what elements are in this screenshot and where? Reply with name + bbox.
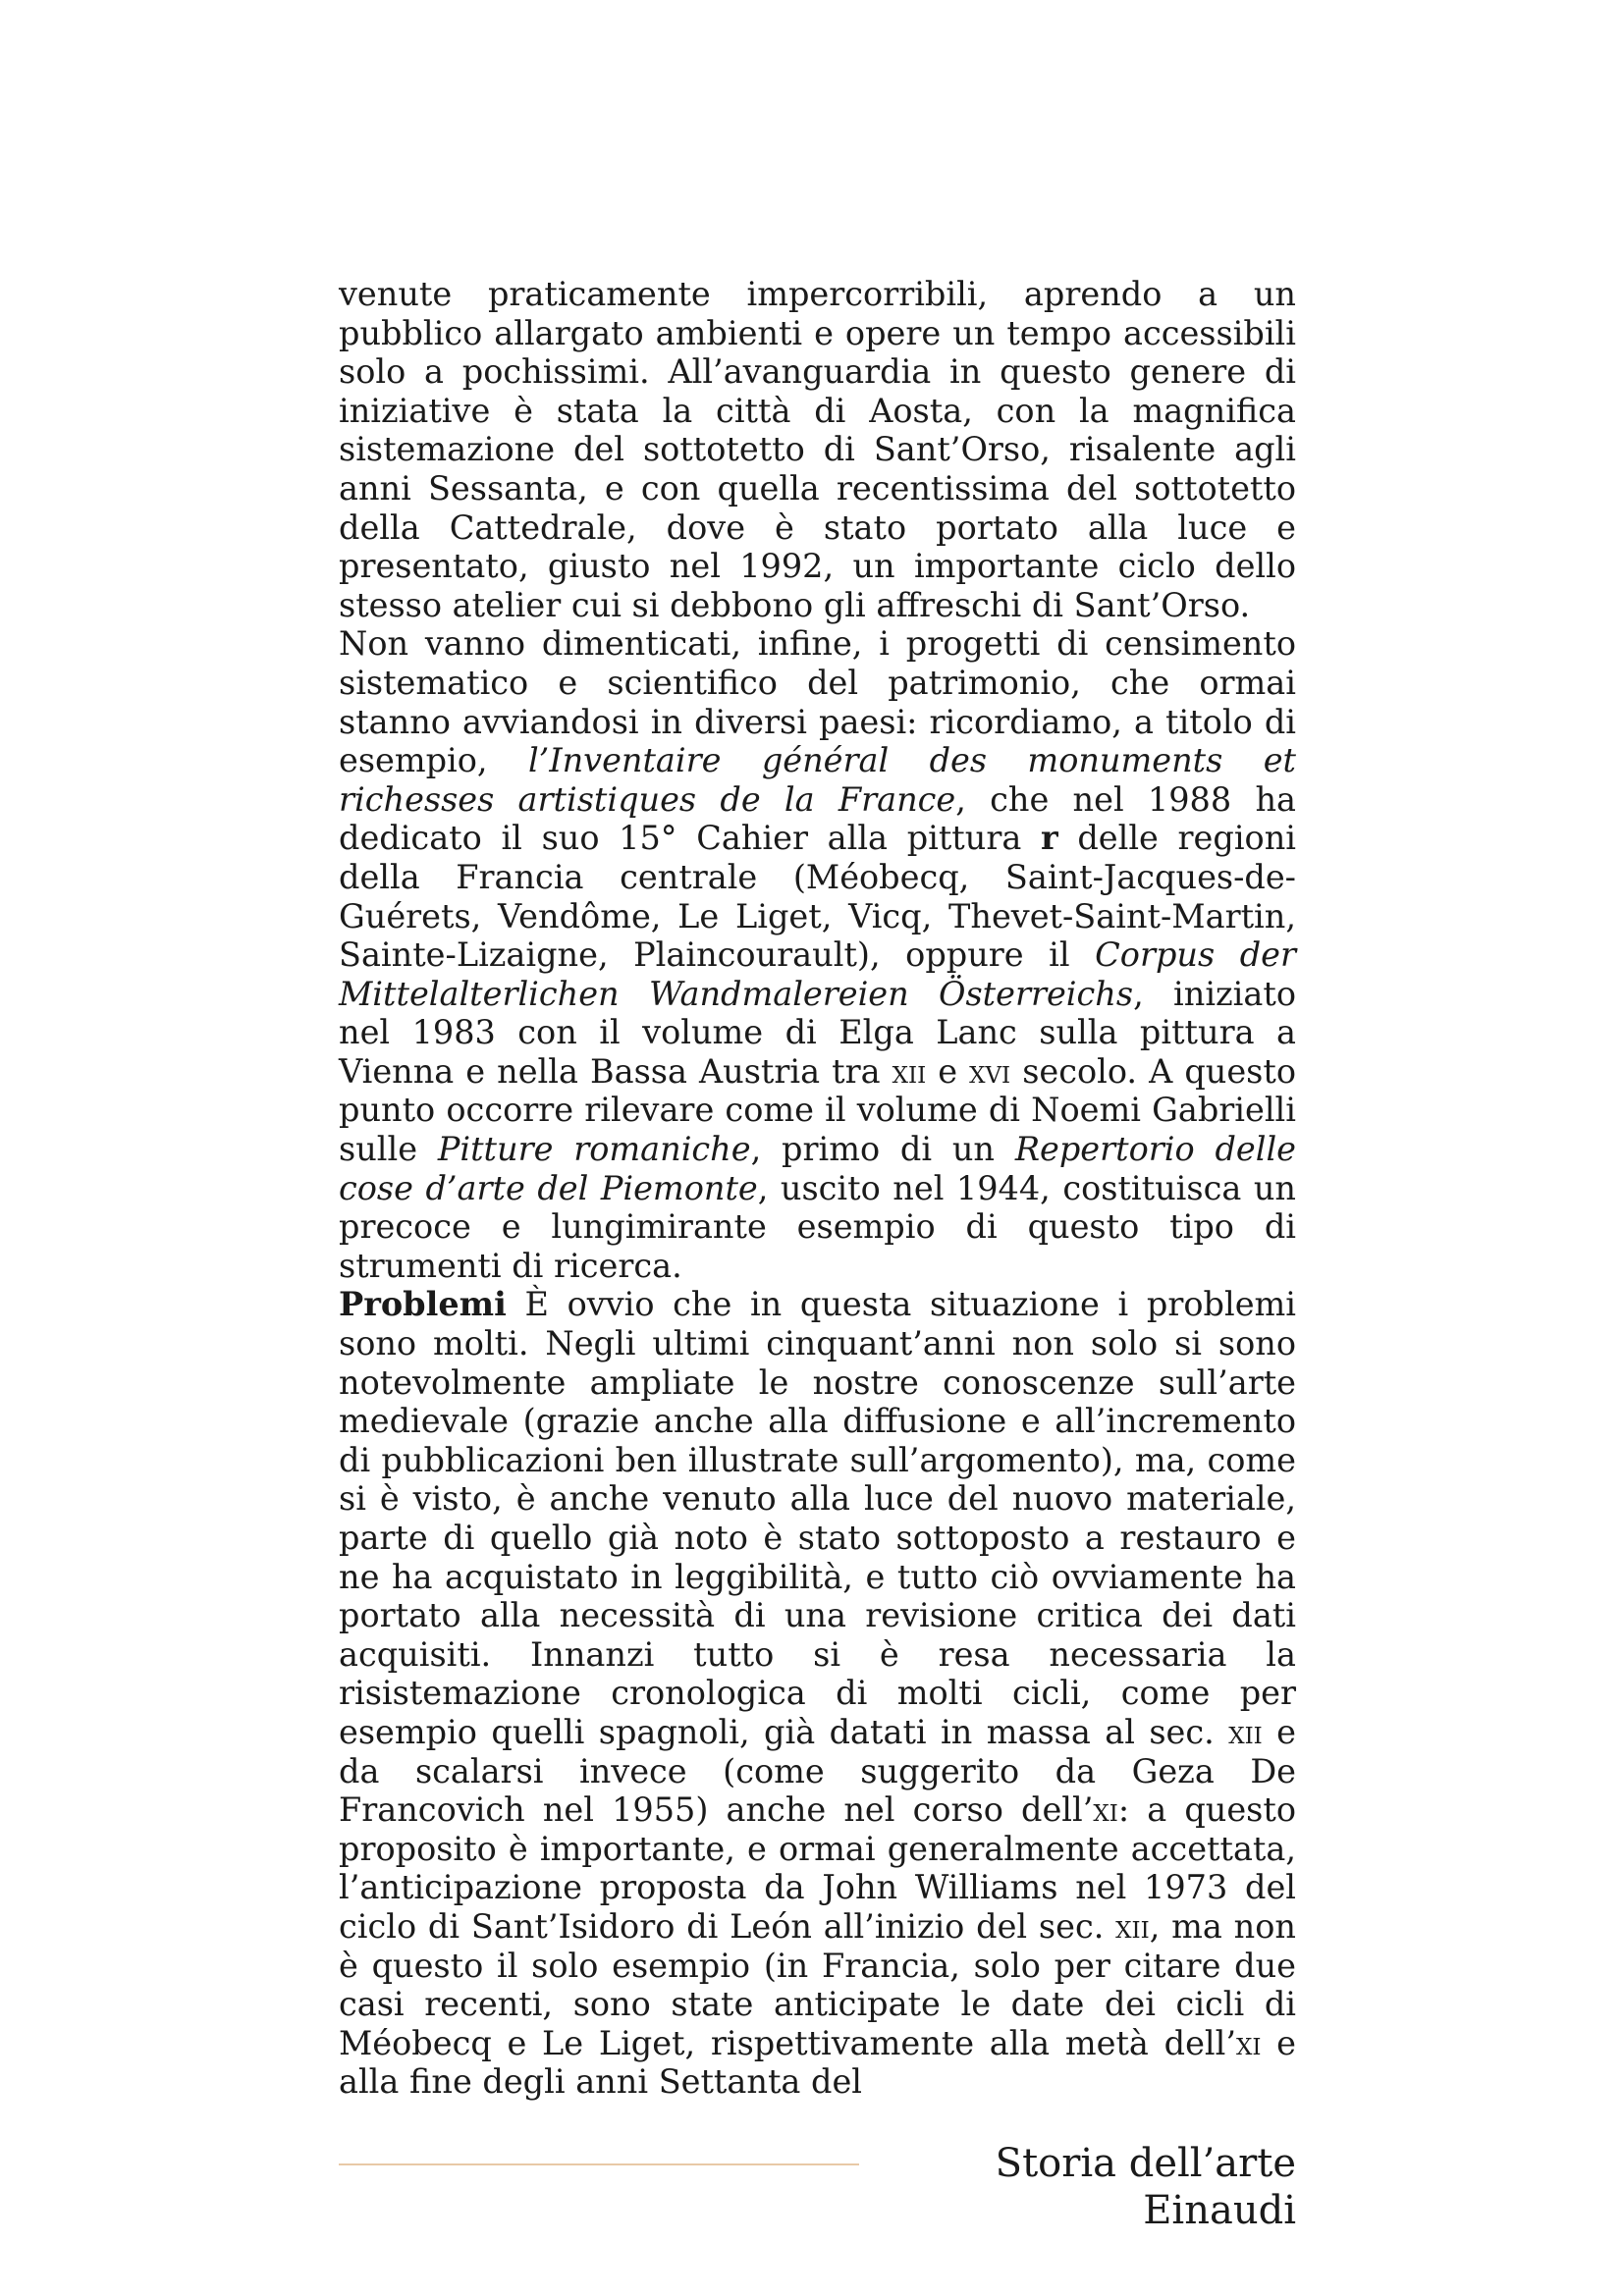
paragraph-3 <box>339 1285 1296 2101</box>
paragraph-3-text: e da scalarsi invece (come suggerito da Geza De Francovich nel 1955) anche nel corso dell’ <box>339 1712 1296 1830</box>
paragraph-1-text: venute praticamente impercorribili, aprendo a un pubblico allargato ambienti e opere un tempo accessibili solo a pochissimi. All’avanguardia in questo genere di iniziative è stata la città di Aosta, con la magnifica sistemazione del sottotetto di Sant’Orso, risalente agli anni Sessanta, e con quella recentissima del sottotetto della Cattedrale, dove è stato portato alla luce e presentato, giusto nel 1992, un importante ciclo dello stesso atelier cui si debbono gli affreschi di Sant’Orso. <box>339 275 1296 624</box>
paragraph-3-text: : a questo proposito è importante, e ormai generalmente accettata, l’anticipazione proposta da John Williams nel 1973 del ciclo di Sant’Isidoro di León all’inizio del sec. <box>339 1790 1296 1946</box>
paragraph-2-text: Non vanno dimenticati, infine, i progetti di censimento sistematico e scientifico del patrimonio, che ormai stanno avviandosi in diversi paesi: ricordiamo, a titolo di esempio, <box>339 624 1296 780</box>
title-pitture-romaniche: Pitture romaniche <box>437 1130 751 1169</box>
body-text <box>339 275 1296 2102</box>
footer-rule <box>339 2163 859 2165</box>
paragraph-3-text: e alla fine degli anni Settanta del <box>339 2023 1296 2102</box>
roman-numeral: xii <box>1115 1906 1150 1946</box>
paragraph-3-text: , ma non è questo il solo esempio (in Francia, solo per citare due casi recenti, sono state anticipate le date dei cicli di Méobecq e Le Liget, rispettivamente alla metà dell’ <box>339 1906 1296 2062</box>
section-heading-problemi: Problemi <box>339 1285 507 1324</box>
paragraph-2-text: , primo di un <box>750 1130 1015 1169</box>
paragraph-2-text: secolo. A questo punto occorre rilevare come il volume di Noemi Gabrielli sulle <box>339 1051 1297 1169</box>
paragraph-2-text: , uscito nel 1944, costituisca un precoce e lungimirante esempio di questo tipo di strumenti di ricerca. <box>339 1168 1296 1285</box>
paragraph-2-text: , iniziato nel 1983 con il volume di Elga Lanc sulla pittura a Vienna e nella Bassa Austria tra <box>339 974 1296 1091</box>
title-repertorio: Repertorio delle cose d’arte del Piemonte <box>339 1130 1296 1207</box>
roman-numeral: xi <box>1235 2023 1262 2062</box>
roman-numeral: xi <box>1093 1790 1118 1830</box>
paragraph-2-text: e <box>926 1051 970 1091</box>
title-inventaire: l’Inventaire général des monuments et richesses artistiques de la France <box>339 741 1296 819</box>
paragraph-3-text: È ovvio che in questa situazione i problemi sono molti. Negli ultimi cinquant’anni non solo si sono notevolmente ampliate le nostre conoscenze sull’arte medievale (grazie anche alla diffusione e all’incremento di pubblicazioni ben illustrate sull’argomento), ma, come si è visto, è anche venuto alla luce del nuovo materiale, parte di quello già noto è stato sottoposto a restauro e ne ha acquistato in leggibilità, e tutto ciò ovviamente ha portato alla necessità di una revisione critica dei dati acquisiti. Innanzi tutto si è resa necessaria la risistemazione cronologica di molti cicli, come per esempio quelli spagnoli, già datati in massa al sec. <box>339 1285 1296 1751</box>
paragraph-2-text: , che nel 1988 ha dedicato il suo 15° Cahier alla pittura <box>339 779 1296 858</box>
footer-publisher-label: Storia dell’arte Einaudi <box>995 2141 1296 2233</box>
paragraph-2 <box>339 624 1296 1285</box>
stray-mark: r <box>1041 819 1058 858</box>
title-corpus: Corpus der Mittelalterlichen Wandmalereien Österreichs <box>339 935 1296 1013</box>
paragraph-1 <box>339 275 1296 624</box>
roman-numeral: xii <box>1228 1712 1263 1751</box>
roman-numeral: xvi <box>969 1051 1011 1091</box>
paragraph-2-text: delle regioni della Francia centrale (Méobecq, Saint-Jacques-de-Guérets, Vendôme, Le Liget, Vicq, Thevet-Saint-Martin, Sainte-Lizaigne, Plaincourault), oppure il <box>339 819 1297 975</box>
roman-numeral: xii <box>892 1051 927 1091</box>
